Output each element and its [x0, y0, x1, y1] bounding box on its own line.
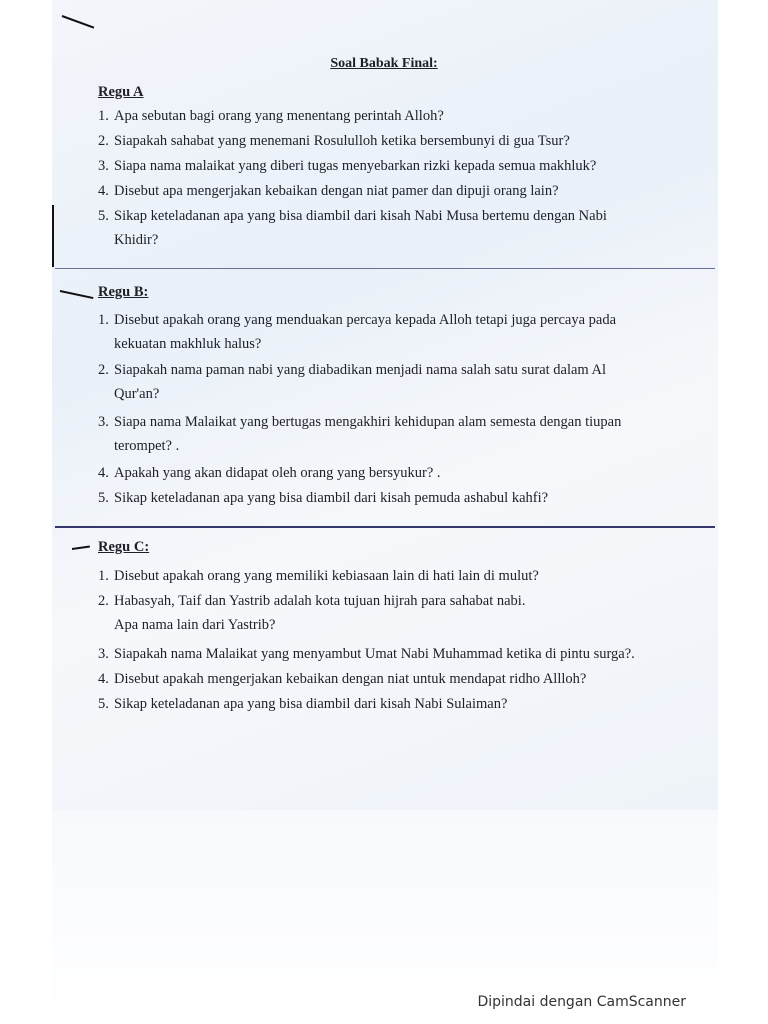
- scanner-watermark: Dipindai dengan CamScanner: [477, 994, 686, 1010]
- team-c-question-3: 3. Siapakah nama Malaikat yang menyambut Umat Nabi Muhammad ketika di pintu surga?.: [98, 646, 635, 662]
- team-c-question-4: 4. Disebut apakah mengerjakan kebaikan dengan niat untuk mendapat ridho Allloh?: [98, 671, 587, 687]
- team-a-heading: Regu A: [98, 84, 144, 100]
- team-a-question-2: 2. Siapakah sahabat yang menemani Rosululloh ketika bersembunyi di gua Tsur?: [98, 133, 570, 149]
- team-c-question-5: 5. Sikap keteladanan apa yang bisa diambil dari kisah Nabi Sulaiman?: [98, 696, 508, 712]
- team-a-question-1: 1. Apa sebutan bagi orang yang menentang perintah Alloh?: [98, 108, 444, 124]
- divider-a-b: [55, 268, 715, 269]
- team-a-question-5: 5. Sikap keteladanan apa yang bisa diambil dari kisah Nabi Musa bertemu dengan Nabi Khidir?: [98, 208, 607, 248]
- team-b-question-4: 4. Apakah yang akan didapat oleh orang yang bersyukur? .: [98, 465, 441, 481]
- document-title: Soal Babak Final:: [330, 56, 438, 71]
- team-b-question-1: 1. Disebut apakah orang yang menduakan percaya kepada Alloh tetapi juga percaya pada kekuatan makhluk halus?: [98, 312, 617, 352]
- team-b-question-5: 5. Sikap keteladanan apa yang bisa diambil dari kisah pemuda ashabul kahfi?: [98, 490, 549, 506]
- team-b-heading: Regu B:: [98, 284, 149, 300]
- team-a-question-3: 3. Siapa nama malaikat yang diberi tugas menyebarkan rizki kepada semua makhluk?: [98, 158, 597, 174]
- team-c-question-1: 1. Disebut apakah orang yang memiliki kebiasaan lain di hati lain di mulut?: [98, 568, 539, 584]
- team-b-question-3: 3. Siapa nama Malaikat yang bertugas mengakhiri kehidupan alam semesta dengan tiupan terompet? .: [98, 414, 622, 454]
- team-a-question-4: 4. Disebut apa mengerjakan kebaikan dengan niat pamer dan dipuji orang lain?: [98, 183, 559, 199]
- margin-line: [52, 205, 54, 267]
- divider-b-c: [55, 526, 715, 528]
- team-b-question-2: 2. Siapakah nama paman nabi yang diabadikan menjadi nama salah satu surat dalam Al Qur'an?: [98, 362, 607, 402]
- paper-lower: [52, 810, 718, 1024]
- team-c-heading: Regu C:: [98, 539, 150, 555]
- team-c-question-2: 2. Habasyah, Taif dan Yastrib adalah kota tujuan hijrah para sahabat nabi. Apa nama lain dari Yastrib?: [98, 593, 526, 633]
